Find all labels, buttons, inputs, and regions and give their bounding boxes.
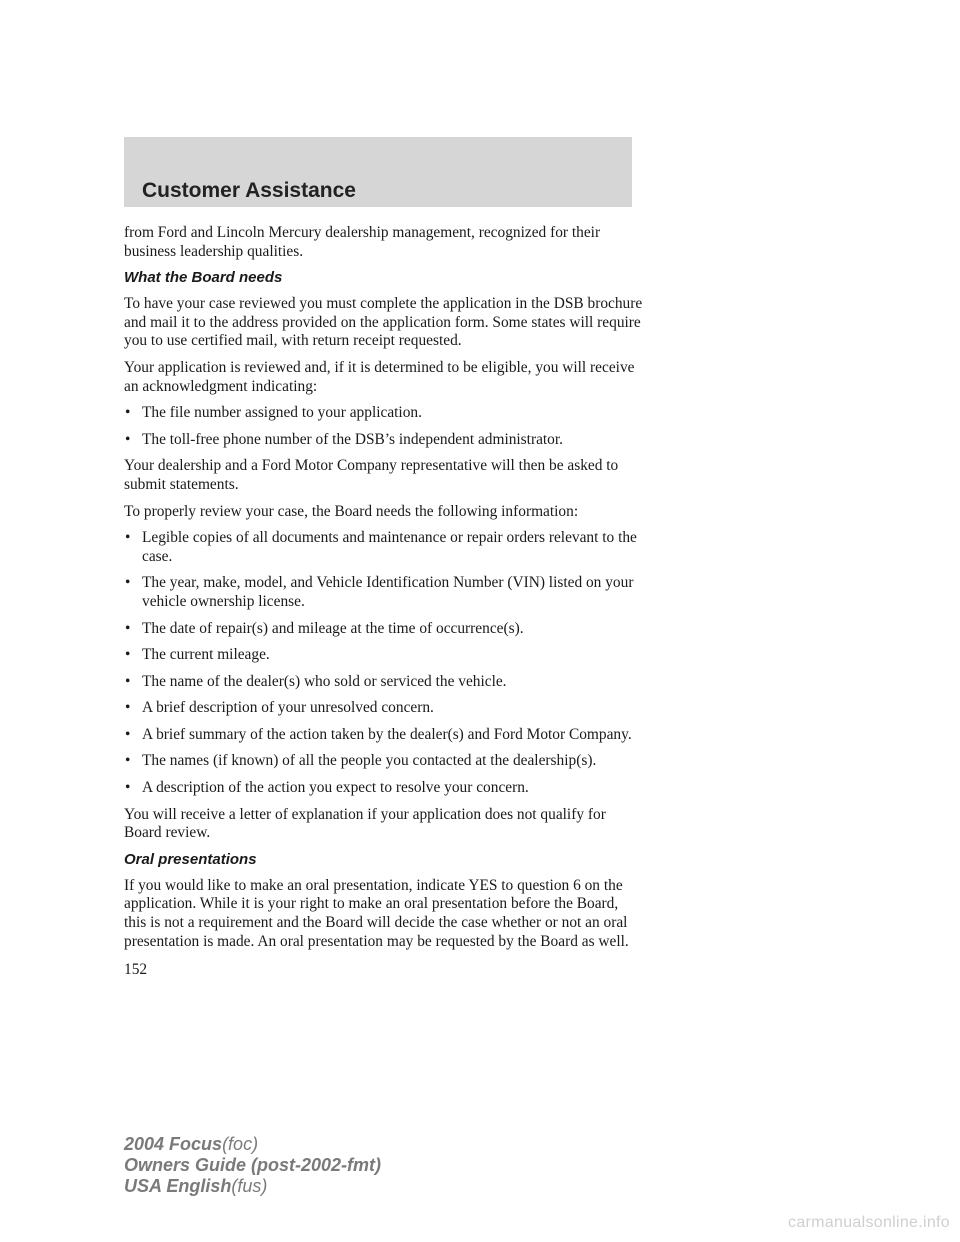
footer-model-code: (foc)	[222, 1134, 259, 1154]
review-paragraph: To have your case reviewed you must complete the application in the DSB brochure and mail it to the address provided on the application form. Some states will require you to use certified mail, with return receipt requested.	[124, 295, 643, 350]
list-item-text: A description of the action you expect to resolve your concern.	[142, 779, 529, 797]
list-item	[124, 404, 644, 423]
list-item	[124, 431, 644, 450]
info-list	[124, 529, 644, 798]
bullet-icon: •	[125, 646, 131, 664]
bullet-icon: •	[125, 672, 131, 690]
acknowledgment-paragraph: Your application is reviewed and, if it is determined to be eligible, you will receive an acknowledgment indicating:	[124, 358, 635, 395]
page-number: 152	[124, 961, 148, 979]
oral-paragraph: If you would like to make an oral presentation, indicate YES to question 6 on the application. While it is your right to make an oral presentation before the Board, this is not a requirement and the Board will decide the case whether or not an oral presentation is made. An oral presentation may be requested by the Board as well.	[124, 876, 629, 950]
intro-paragraph: from Ford and Lincoln Mercury dealership management, recognized for their business leadership qualities.	[124, 224, 601, 260]
watermark-text: carmanualsonline.info	[788, 1214, 950, 1231]
letter-paragraph: You will receive a letter of explanation if your application does not qualify for Board review.	[124, 805, 606, 842]
list-item-text: The date of repair(s) and mileage at the time of occurrence(s).	[142, 619, 524, 637]
statements-paragraph: Your dealership and a Ford Motor Company representative will then be asked to submit statements.	[124, 457, 619, 493]
list-item	[124, 673, 644, 692]
bullet-icon: •	[125, 430, 131, 448]
list-item-text: The year, make, model, and Vehicle Identification Number (VIN) listed on your vehicle ownership license.	[142, 574, 634, 610]
list-item-text: The name of the dealer(s) who sold or serviced the vehicle.	[142, 672, 507, 690]
bullet-icon: •	[125, 725, 131, 743]
list-item	[124, 646, 644, 665]
list-item-text: A brief summary of the action taken by the dealer(s) and Ford Motor Company.	[142, 725, 632, 743]
list-item-text: The current mileage.	[142, 646, 270, 664]
list-item	[124, 699, 644, 718]
list-item	[124, 529, 644, 566]
page-content	[124, 224, 644, 980]
section-title: Customer Assistance	[142, 179, 356, 202]
list-item-text: The names (if known) of all the people you contacted at the dealership(s).	[142, 752, 597, 770]
acknowledgment-list	[124, 404, 644, 449]
footer-guide: Owners Guide (post-2002-fmt)	[124, 1155, 382, 1175]
bullet-icon: •	[125, 529, 131, 547]
list-item	[124, 779, 644, 798]
footer-line-model	[124, 1134, 381, 1155]
list-item	[124, 752, 644, 771]
bullet-icon: •	[125, 752, 131, 770]
bullet-icon: •	[125, 619, 131, 637]
list-item-text: A brief description of your unresolved concern.	[142, 699, 434, 717]
list-item-text: The file number assigned to your application.	[142, 404, 422, 422]
heading-oral-presentations: Oral presentations	[124, 850, 257, 868]
document-footer	[124, 1134, 381, 1197]
bullet-icon: •	[125, 699, 131, 717]
footer-line-language	[124, 1176, 381, 1197]
footer-model: 2004 Focus	[124, 1134, 223, 1154]
list-item-text: The toll-free phone number of the DSB’s independent administrator.	[142, 430, 564, 448]
list-item	[124, 726, 644, 745]
list-item-text: Legible copies of all documents and maintenance or repair orders relevant to the case.	[142, 529, 637, 565]
footer-language-code: (fus)	[231, 1176, 268, 1196]
footer-line-guide	[124, 1155, 381, 1176]
list-item	[124, 574, 644, 611]
footer-language: USA English	[124, 1176, 232, 1196]
list-item	[124, 620, 644, 639]
section-header-band	[124, 137, 632, 207]
bullet-icon: •	[125, 574, 131, 592]
bullet-icon: •	[125, 779, 131, 797]
bullet-icon: •	[125, 404, 131, 422]
info-paragraph: To properly review your case, the Board needs the following information:	[124, 502, 579, 520]
heading-board-needs: What the Board needs	[124, 269, 283, 287]
